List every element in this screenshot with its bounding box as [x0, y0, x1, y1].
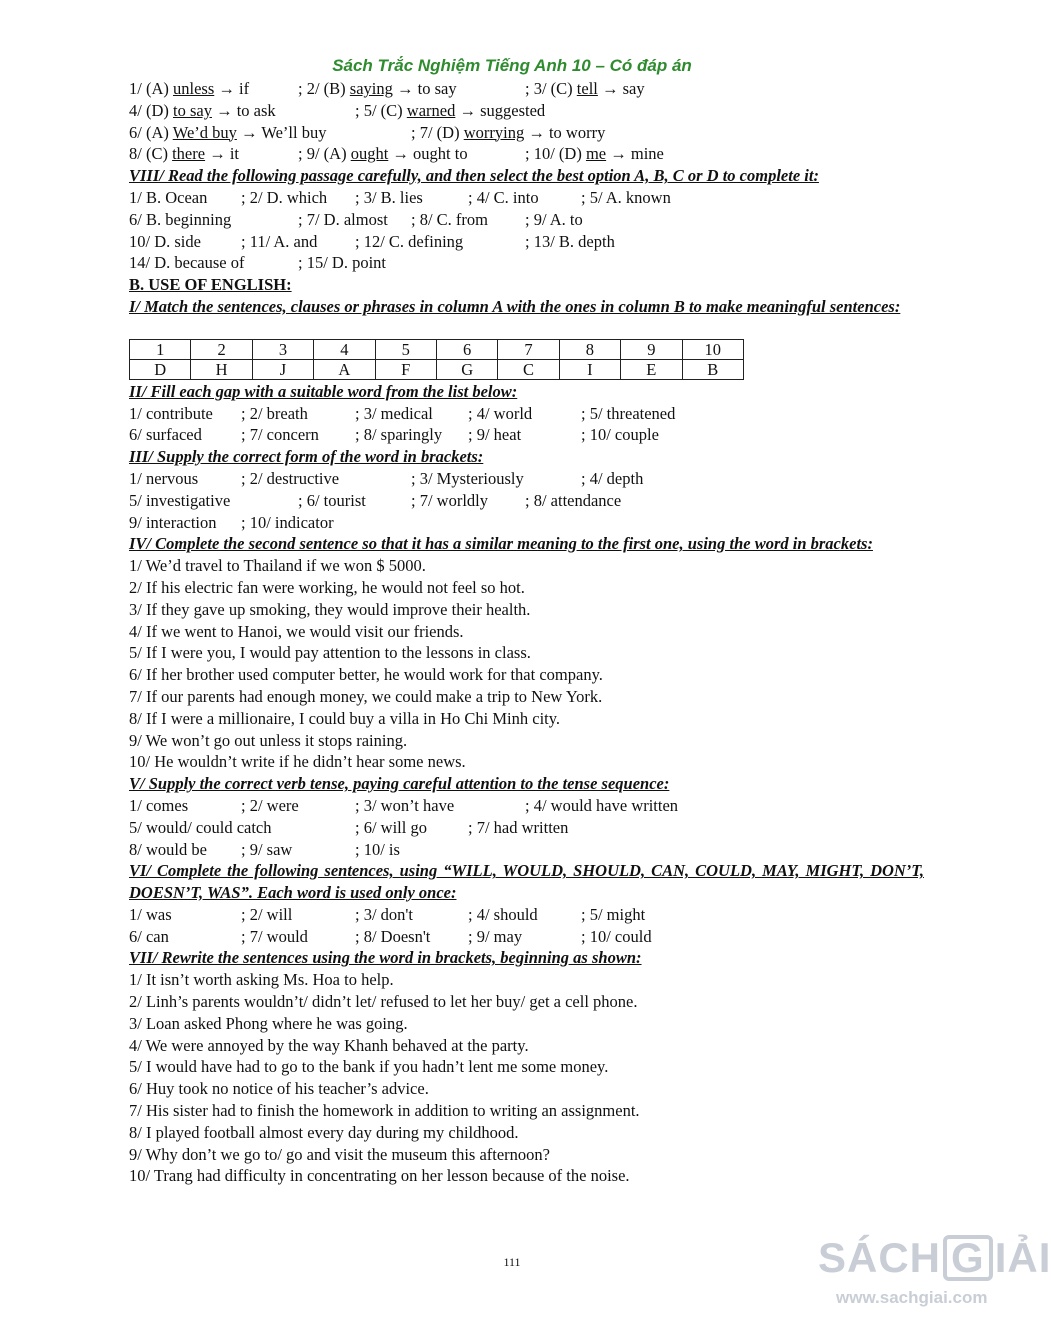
answer-item: 1/ (A) unless → if [129, 79, 250, 98]
answer-item: ; 7/ worldly [411, 490, 488, 510]
answer-item: ; 3/ Mysteriously [411, 468, 524, 488]
answer-line [129, 187, 924, 209]
sentence-line: 9/ Why don’t we go to/ go and visit the museum this afternoon? [129, 1144, 550, 1164]
section-viii-heading: VIII/ Read the following passage carefully, and then select the best option A, B, C or D to complete it: [129, 166, 819, 186]
answer-item: ; 2/ will [241, 904, 293, 924]
answer-item: ; 6/ will go [355, 817, 427, 837]
table-cell-number: 7 [498, 339, 559, 359]
table-cell-number: 2 [191, 339, 252, 359]
sentence-line: 9/ We won’t go out unless it stops raining. [129, 730, 408, 750]
underlined-error: worrying [463, 122, 525, 142]
answer-line [129, 904, 924, 926]
answer-item: 6/ can [129, 926, 169, 946]
sentence-line: 8/ If I were a millionaire, I could buy a villa in Ho Chi Minh city. [129, 708, 561, 728]
answer-item: 8/ (C) there → it [129, 144, 239, 164]
answer-item: ; 8/ sparingly [355, 425, 443, 445]
answer-item: ; 10/ is [355, 839, 400, 859]
section-vii-rewrite-sentences [129, 969, 924, 1187]
answer-item: ; 9/ (A) ought → ought to [298, 144, 468, 164]
sentence-line: 8/ I played football almost every day during my childhood. [129, 1122, 519, 1142]
table-cell-letter: H [191, 359, 252, 379]
answer-item: ; 10/ could [581, 926, 652, 946]
answer-item: ; 4/ depth [581, 468, 644, 488]
answer-item: ; 3/ don't [355, 904, 413, 924]
table-cell-number: 4 [314, 339, 375, 359]
answer-item: ; 9/ may [468, 926, 523, 946]
table-cell-letter: E [621, 359, 682, 379]
section-iv-sentences [129, 555, 924, 773]
answer-item: ; 3/ (C) tell → say [525, 79, 645, 98]
section-ii-heading: II/ Fill each gap with a suitable word from the list below: [129, 381, 518, 401]
answer-line [129, 122, 924, 144]
answer-item: ; 6/ tourist [298, 490, 366, 510]
answer-item: ; 8/ Doesn't [355, 926, 431, 946]
underlined-error: warned [406, 100, 456, 120]
underlined-error: ought [350, 144, 389, 164]
answer-item: ; 10/ indicator [241, 512, 334, 532]
answer-item: ; 5/ A. known [581, 187, 671, 207]
watermark-brand-right: IẢI [994, 1234, 1051, 1281]
answer-line [129, 100, 924, 122]
answer-item: ; 15/ D. point [298, 253, 387, 273]
sentence-line: 2/ Linh’s parents wouldn’t/ didn’t let/ refused to let her buy/ get a cell phone. [129, 992, 638, 1012]
section-vii-rewrite-heading: VII/ Rewrite the sentences using the word in brackets, beginning as shown: [129, 948, 642, 968]
underlined-error: saying [349, 79, 393, 98]
matching-table [129, 339, 744, 380]
sentence-line: 10/ Trang had difficulty in concentrating on her lesson because of the noise. [129, 1166, 630, 1186]
section-v-heading: V/ Supply the correct verb tense, paying careful attention to the tense sequence: [129, 774, 670, 794]
sentence-line: 5/ If I were you, I would pay attention to the lessons in class. [129, 643, 531, 663]
watermark-logo [818, 1232, 1051, 1284]
underlined-error: tell [576, 79, 598, 98]
answer-line [129, 143, 924, 165]
answer-item: ; 7/ concern [241, 425, 319, 445]
section-iii-answers [129, 468, 924, 533]
answer-item: ; 2/ destructive [241, 468, 340, 488]
answer-line [129, 817, 924, 839]
answer-item: ; 10/ (D) me → mine [525, 144, 664, 164]
answer-item: 8/ would be [129, 839, 207, 859]
answer-line [129, 252, 924, 274]
answer-item: ; 5/ threatened [581, 403, 676, 423]
matching-table-letters-row [130, 359, 744, 379]
answer-item: ; 4/ world [468, 403, 533, 423]
underlined-error: there [172, 144, 206, 164]
answer-line [129, 209, 924, 231]
section-vii-answers [129, 78, 924, 165]
answer-item: 1/ was [129, 904, 172, 924]
answer-line [129, 231, 924, 253]
answer-line [129, 490, 924, 512]
answer-item: ; 2/ were [241, 795, 299, 815]
answer-item: ; 4/ C. into [468, 187, 539, 207]
answer-key-content [129, 78, 924, 1187]
table-cell-letter: C [498, 359, 559, 379]
sentence-line: 5/ I would have had to go to the bank if you hadn’t lent me some money. [129, 1057, 609, 1077]
answer-line [129, 512, 924, 534]
page-number: 111 [503, 1255, 521, 1269]
table-cell-letter: G [436, 359, 497, 379]
answer-item: 1/ B. Ocean [129, 187, 208, 207]
matching-table-numbers-row [130, 339, 744, 359]
sentence-line: 6/ If her brother used computer better, he would work for that company. [129, 665, 603, 685]
answer-item: 6/ B. beginning [129, 209, 232, 229]
answer-item: ; 4/ would have written [525, 795, 679, 815]
table-cell-number: 5 [375, 339, 436, 359]
answer-item: 5/ investigative [129, 490, 231, 510]
answer-item: ; 2/ breath [241, 403, 308, 423]
answer-item: ; 7/ would [241, 926, 308, 946]
section-iii-heading: III/ Supply the correct form of the word in brackets: [129, 447, 484, 467]
answer-item: 1/ contribute [129, 403, 213, 423]
answer-line [129, 424, 924, 446]
answer-item: ; 9/ A. to [525, 209, 583, 229]
answer-item: 6/ surfaced [129, 425, 202, 445]
sentence-line: 6/ Huy took no notice of his teacher’s advice. [129, 1079, 429, 1099]
section-vi-heading: VI/ Complete the following sentences, using “WILL, WOULD, SHOULD, CAN, COULD, MAY, MIGHT, DON’T, DOESN’T, WAS”. Each word is used only once: [129, 861, 924, 903]
answer-item: ; 4/ should [468, 904, 538, 924]
sentence-line: 4/ If we went to Hanoi, we would visit our friends. [129, 621, 464, 641]
section-ii-answers [129, 403, 924, 447]
answer-item: ; 3/ medical [355, 403, 433, 423]
underlined-error: to say [173, 100, 212, 120]
answer-item: ; 5/ might [581, 904, 646, 924]
answer-item: 6/ (A) We’d buy → We’ll buy [129, 122, 327, 142]
table-cell-letter: A [314, 359, 375, 379]
answer-line [129, 403, 924, 425]
answer-item: 10/ D. side [129, 231, 201, 251]
answer-line [129, 795, 924, 817]
answer-item: ; 7/ (D) worrying → to worry [411, 122, 606, 142]
section-i-heading: I/ Match the sentences, clauses or phrases in column A with the ones in column B to make meaningful sentences: [129, 296, 901, 316]
table-cell-number: 9 [621, 339, 682, 359]
sentence-line: 7/ If our parents had enough money, we could make a trip to New York. [129, 686, 603, 706]
answer-item: ; 3/ won’t have [355, 795, 455, 815]
table-cell-letter: B [682, 359, 743, 379]
answer-line [129, 78, 924, 100]
sentence-line: 3/ Loan asked Phong where he was going. [129, 1013, 408, 1033]
watermark-g-box: G [943, 1235, 993, 1281]
answer-item: ; 2/ (B) saying → to say [298, 79, 457, 98]
section-v-answers [129, 795, 924, 860]
underlined-error: We’d buy [172, 122, 237, 142]
sentence-line: 1/ It isn’t worth asking Ms. Hoa to help. [129, 970, 394, 990]
answer-item: 1/ comes [129, 795, 189, 815]
answer-item: ; 9/ heat [468, 425, 522, 445]
section-vi-answers [129, 904, 924, 948]
section-iv-heading: IV/ Complete the second sentence so that it has a similar meaning to the first one, using the word in brackets: [129, 534, 873, 554]
table-cell-number: 6 [436, 339, 497, 359]
answer-item: ; 3/ B. lies [355, 187, 423, 207]
table-cell-number: 8 [559, 339, 620, 359]
sentence-line: 10/ He wouldn’t write if he didn’t hear some news. [129, 752, 466, 772]
answer-line [129, 839, 924, 861]
answer-item: ; 2/ D. which [241, 187, 328, 207]
answer-item: 4/ (D) to say → to ask [129, 100, 276, 120]
answer-item: ; 11/ A. and [241, 231, 318, 251]
sachgiai-watermark [818, 1232, 1051, 1322]
sentence-line: 3/ If they gave up smoking, they would improve their health. [129, 599, 531, 619]
table-cell-letter: J [252, 359, 313, 379]
answer-item: ; 8/ C. from [411, 209, 488, 229]
answer-item: ; 5/ (C) warned → suggested [355, 100, 546, 120]
answer-item: ; 7/ had written [468, 817, 569, 837]
sentence-line: 7/ His sister had to finish the homework in addition to writing an assignment. [129, 1101, 640, 1121]
page-header: Sách Trắc Nghiệm Tiếng Anh 10 – Có đáp án [332, 56, 692, 75]
answer-item: 5/ would/ could catch [129, 817, 272, 837]
answer-item: ; 10/ couple [581, 425, 659, 445]
table-cell-number: 3 [252, 339, 313, 359]
answer-item: 14/ D. because of [129, 253, 245, 273]
table-cell-letter: F [375, 359, 436, 379]
sentence-line: 4/ We were annoyed by the way Khanh behaved at the party. [129, 1035, 529, 1055]
part-b-heading: B. USE OF ENGLISH: [129, 275, 292, 295]
answer-item: 9/ interaction [129, 512, 217, 532]
answer-line [129, 926, 924, 948]
underlined-error: unless [173, 79, 215, 98]
answer-item: 1/ nervous [129, 468, 199, 488]
table-cell-letter: D [130, 359, 191, 379]
answer-item: ; 13/ B. depth [525, 231, 615, 251]
watermark-brand-left: SÁCH [818, 1234, 942, 1281]
answer-item: ; 9/ saw [241, 839, 293, 859]
sentence-line: 2/ If his electric fan were working, he would not feel so hot. [129, 577, 525, 597]
section-viii-answers [129, 187, 924, 274]
sentence-line: 1/ We’d travel to Thailand if we won $ 5000. [129, 556, 426, 576]
answer-item: ; 12/ C. defining [355, 231, 464, 251]
watermark-url: www.sachgiai.com [836, 1288, 988, 1307]
answer-item: ; 8/ attendance [525, 490, 622, 510]
table-cell-number: 10 [682, 339, 743, 359]
table-cell-number: 1 [130, 339, 191, 359]
answer-line [129, 468, 924, 490]
table-cell-letter: I [559, 359, 620, 379]
answer-item: ; 7/ D. almost [298, 209, 388, 229]
underlined-error: me [585, 144, 607, 164]
